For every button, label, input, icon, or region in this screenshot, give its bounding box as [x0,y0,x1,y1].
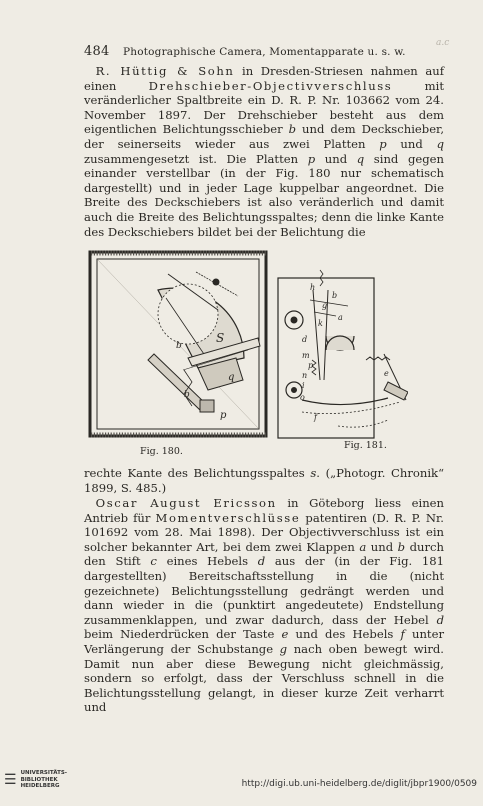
fig181-label-d: d [302,335,308,344]
fig181-label-g: g [322,301,328,310]
paragraph-continuation: rechte Kante des Belichtungsspaltes s. („Photogr. Chronik“ 1899, S. 485.) [84,466,444,495]
fig181-label-a: a [338,313,343,322]
patent-subject: Drehschieber-Objectivverschluss [148,78,393,93]
fig180-label-q: q [228,372,235,383]
fig181-label-k: k [318,319,323,328]
fig180-label-b: b [176,341,182,351]
paragraph-huettig: R. Hüttig & Sohn in Dresden-Striesen nahmen auf einen Drehschieber-Objectivverschluss mit veränderlicher Spaltbreite ein D. R. P. Nr. 103662 vom 24. November 1897. Der Drehschieber besteht aus dem eigentlichen Belichtungsschieber b und dem Deckschieber, der seinerseits wieder aus zwei Platten p und q zusammengesetzt ist. Die Platten p und q sind gegen einander verstellbar (in der Fig. 180 nur schematisch dargestellt) und in jeder Lage kuppelbar angeordnet. Die Breite des Deckschiebers ist also veränderlich und damit auch die Breite des Belichtungsspaltes; denn die linke Kante des Deckschiebers bildet bei der Belichtung die [84,64,445,239]
fig181-label-f: f [314,413,317,422]
fig181-label-e: e [384,369,389,378]
fig181-label-b: b [332,291,338,300]
library-seal-icon: ☰ [4,771,17,788]
library-logo[interactable]: ☰ UNIVERSITÄTS- BIBLIOTHEK HEIDELBERG [4,770,68,789]
fig181-label-i: i [302,381,305,390]
corner-mark: a.c [436,38,450,48]
fig-181-drawing [278,270,408,438]
figures-180-181 [88,250,408,450]
fig181-label-h: h [310,283,316,292]
patent-subject-2: Momentverschlüsse [155,510,301,525]
author-name-ericsson: Oscar August Ericsson [95,496,277,510]
fig-181-caption: Fig. 181. [344,440,387,451]
fig181-label-n: n [302,371,308,380]
paragraph-ericsson: Oscar August Ericsson in Göteborg liess einen Antrieb für Momentverschlüsse patentiren (D. R. P. Nr. 101692 vom 28. Mai 1898). Der Objectivverschluss ist ein solcher bekannter Art, bei dem zwei Klappen a und b durch den Stift c eines Hebels d aus der (in der Fig. 181 dargestellten) Bereitschaftsstellung in die (nicht gezeichnete) Belichtungsstellung gedrängt werden und dann wieder in die (punktirt angedeutete) Endstellung zusammenklappen, und zwar dadurch, dass der Hebel d beim Niederdrücken der Taste e und des Hebels f unter Verlängerung der Schubstange g nach oben bewegt wird. Damit nun aber diese Bewegung nicht gleichmässig, sondern so erfolgt, dass der Verschluss schnell in die Belichtungsstellung gelangt, in dieser kurze Zeit verharrt und [84,496,445,715]
fig180-label-S: S [216,331,225,345]
fig181-label-o: o [300,393,305,402]
running-header [84,44,444,59]
running-title: Photographische Camera, Momentapparate u. s. w. [122,46,406,58]
author-name: R. Hüttig & Sohn [95,64,235,78]
page-number: 484 [84,44,110,59]
source-url-link[interactable]: http://digi.ub.uni-heidelberg.de/diglit/jbpr1900/0509 [241,779,477,789]
fig181-label-m: m [302,351,310,360]
fig181-label-p: p [308,361,314,370]
fig-180-caption: Fig. 180. [140,446,183,457]
fig180-label-p: p [220,410,227,421]
fig180-label-b2: b [184,390,190,400]
